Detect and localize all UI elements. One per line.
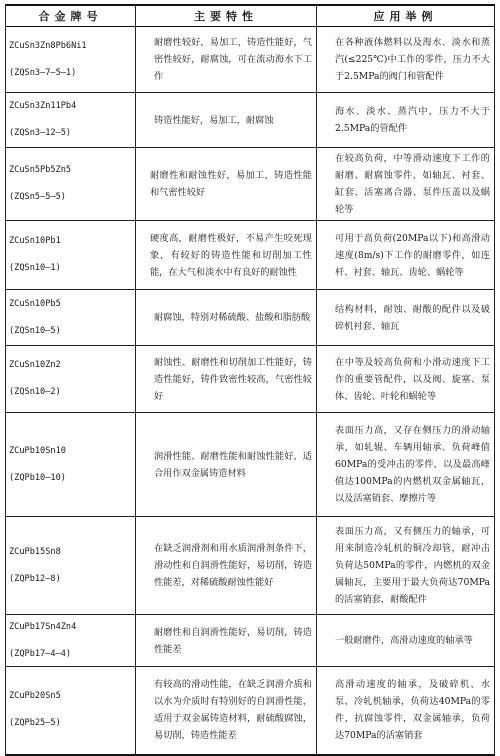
features-cell: 在缺乏润滑剂和用水质润滑剂条件下，滑动性和自润滑性能好，易切削，铸造性能差，对稀硫酸耐蚀性能好 bbox=[136, 517, 317, 615]
table-row bbox=[6, 667, 495, 755]
applications-cell: 高滑动速度的轴承，及破碎机、水泵、冷轧机轴承，负荷达40MPa的零件，抗腐蚀零件，双金属轴承，负荷达70MPa的活塞销套 bbox=[317, 667, 495, 755]
features-cell: 耐磨性较好，易加工，铸造性能好，气密性较好，耐腐蚀，可在流动海水下工作 bbox=[136, 27, 317, 93]
table-row bbox=[6, 148, 495, 221]
applications-cell: 在中等及较高负荷和小滑动速度下工作的重要管配件，以及阀、旋塞、泵体、齿轮、叶轮和蜗轮等 bbox=[317, 346, 495, 413]
grade-old-name: (ZQSn10—2) bbox=[9, 387, 61, 397]
header-features: 主要特性 bbox=[136, 5, 317, 27]
grade-cell bbox=[6, 667, 136, 755]
grade-cell bbox=[6, 93, 136, 148]
grade-name: ZCuPb10Sn10 bbox=[9, 445, 66, 456]
features-cell: 有较高的滑动性能，在缺乏润滑介质和以水为介质时有特别好的自润滑性能，适用于双金属铸造材料，耐硫酸腐蚀，易切削，铸造性能差 bbox=[136, 667, 317, 755]
features-cell: 铸造性能好，易加工，耐腐蚀 bbox=[136, 93, 317, 148]
grade-old-name: (ZQSn5—5—5) bbox=[9, 192, 66, 202]
grade-cell bbox=[6, 413, 136, 517]
applications-cell: 在较高负荷，中等滑动速度下工作的耐磨、耐腐蚀零件，如轴瓦、衬套、缸套、活塞离合器、泵件压盖以及蜗轮等 bbox=[317, 148, 495, 221]
grade-old-name: (ZQSn3—7—5—1) bbox=[9, 67, 77, 78]
features-cell: 耐磨性和自润滑性能好，易切削，铸造性能差 bbox=[136, 615, 317, 667]
table-row bbox=[6, 290, 495, 346]
table-row bbox=[6, 27, 495, 93]
table-row bbox=[6, 413, 495, 517]
applications-cell: 结构材料，耐蚀、耐酸的配件以及破碎机衬套、轴瓦 bbox=[317, 290, 495, 346]
grade-name: ZCuSn5Pb5Zn5 bbox=[9, 165, 72, 175]
features-cell: 硬度高，耐磨性极好，不易产生咬死现象，有较好的铸造性能和切削加工性能，在大气和淡水中有良好的耐蚀性 bbox=[136, 221, 317, 290]
applications-cell: 表面压力高，又存在侧压力的滑动轴承，如轧辊、车辆用轴承、负荷峰值60MPa的受冲击的零件，以及最高峰值达100MPa的内燃机双金属轴瓦，以及活塞销套、摩擦片等 bbox=[317, 413, 495, 517]
grade-old-name: (ZQPb12—8) bbox=[9, 573, 61, 584]
applications-cell: 一般耐磨件，高滑动速度的轴承等 bbox=[317, 615, 495, 667]
table-row bbox=[6, 93, 495, 148]
table-header-row bbox=[6, 5, 495, 27]
grade-cell bbox=[6, 221, 136, 290]
grade-old-name: (ZQSn3—12—5) bbox=[9, 128, 72, 138]
table-row bbox=[6, 517, 495, 615]
table-row bbox=[6, 346, 495, 413]
grade-name: ZCuSn3Zn11Pb4 bbox=[9, 101, 77, 111]
grade-name: ZCuPb17Sn4Zn4 bbox=[9, 621, 77, 632]
grade-cell bbox=[6, 517, 136, 615]
grade-old-name: (ZQPb10—10) bbox=[9, 472, 66, 483]
features-cell: 润滑性能、耐磨性能和耐蚀性能好，适合用作双金属铸造材料 bbox=[136, 413, 317, 517]
features-cell: 耐腐蚀，特别对稀硫酸、盐酸和脂肪酸 bbox=[136, 290, 317, 346]
table-row bbox=[6, 615, 495, 667]
grade-old-name: (ZQSn10—5) bbox=[9, 325, 61, 336]
alloy-table-page bbox=[5, 4, 494, 742]
grade-name: ZCuSn3Zn8Pb6Ni1 bbox=[9, 40, 87, 51]
grade-name: ZCuSn10Zn2 bbox=[9, 360, 61, 370]
applications-cell: 表面压力高，又有侧压力的轴承，可用来制造冷轧机的铜冷却管，耐冲击负荷达50MPa的零件，内燃机的双金属轴瓦，主要用于最大负荷达70MPa的活塞销套，耐酸配件 bbox=[317, 517, 495, 615]
grade-old-name: (ZQSn10—1) bbox=[9, 263, 61, 273]
grade-name: ZCuPb15Sn8 bbox=[9, 546, 61, 557]
applications-cell: 海水、淡水、蒸汽中，压力不大于2.5MPa的管配件 bbox=[317, 93, 495, 148]
header-grade: 合金牌号 bbox=[6, 5, 136, 27]
applications-cell: 在各种液体燃料以及海水、淡水和蒸汽(≤225℃)中工作的零件，压力不大于2.5MPa的阀门和管配件 bbox=[317, 27, 495, 93]
copper-alloy-table bbox=[5, 4, 495, 756]
grade-cell bbox=[6, 346, 136, 413]
grade-old-name: (ZQPb17—4—4) bbox=[9, 648, 72, 659]
grade-cell bbox=[6, 615, 136, 667]
grade-name: ZCuSn10Pb5 bbox=[9, 298, 61, 309]
header-applications: 应用举例 bbox=[317, 5, 495, 27]
applications-cell: 可用于高负荷(20MPa以下)和高滑动速度(8m/s)下工作的耐磨零件，如连杆、衬套、轴瓦、齿轮、蜗轮等 bbox=[317, 221, 495, 290]
grade-cell bbox=[6, 27, 136, 93]
grade-old-name: (ZQPb25—5) bbox=[9, 718, 61, 729]
grade-name: ZCuSn10Pb1 bbox=[9, 236, 61, 246]
features-cell: 耐蚀性、耐磨性和切削加工性能好，铸造性能好，铸件致密性较高，气密性较好 bbox=[136, 346, 317, 413]
grade-cell bbox=[6, 290, 136, 346]
grade-name: ZCuPb20Sn5 bbox=[9, 691, 61, 702]
grade-cell bbox=[6, 148, 136, 221]
features-cell: 耐磨性和耐蚀性好，易加工，铸造性能和气密性较好 bbox=[136, 148, 317, 221]
table-row bbox=[6, 221, 495, 290]
